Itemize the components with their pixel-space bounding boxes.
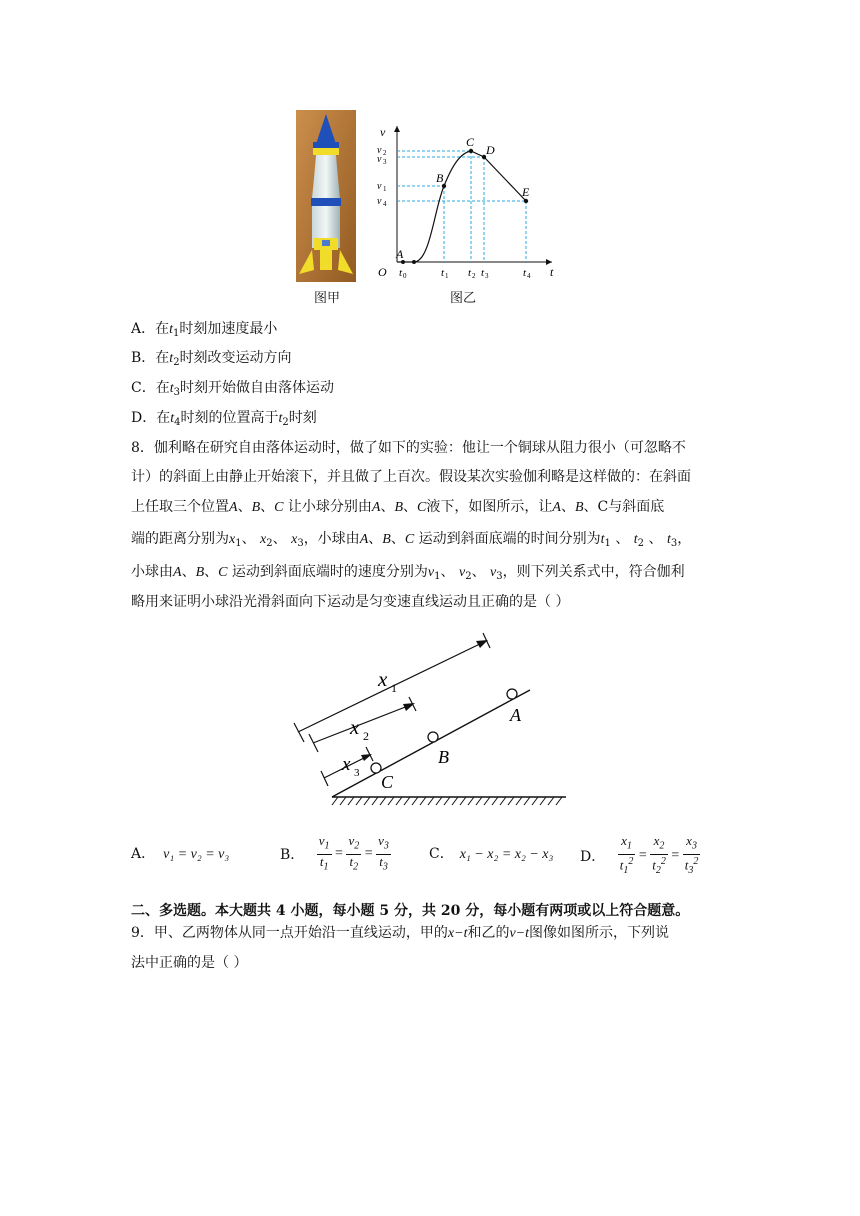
q8-option-c: C． x₁ − x₂ = x₂ − x₃ [429,846,554,862]
t3-sub: 3 [485,272,489,280]
v2-label: v [377,145,382,156]
t4-sub: 4 [527,272,531,280]
q8-option-b: B． $\frac{v_1}{t_1}$ = $\frac{v_2}{t_2}$ = $\frac{v_3}{t_3}$ [280,833,389,873]
point-b-label: B [436,171,444,185]
t2-sub: 2 [472,272,476,280]
x2-label: x [350,715,360,739]
rocket-photo [296,110,356,282]
x1-sub: 1 [391,681,397,695]
t4-label: t [523,267,527,279]
v4-sub: 4 [383,200,387,208]
q8-line-6: 略用来证明小球沿光滑斜面向下运动是匀变速直线运动且正确的是（ ） [131,594,570,610]
section-2-heading: 二、多选题。本大题共 4 小题，每小题 5 分，共 20 分，每小题有两项或以上符合题意。 [131,903,690,919]
q9-line-1: 9．甲、乙两物体从同一点开始沿一直线运动，甲的x−t和乙的v−t图像如图所示，下列说 [131,925,670,941]
x3-sub: 3 [354,767,360,779]
incline-diagram [280,630,580,810]
v-axis-label: v [380,125,386,139]
vt-graph [370,120,560,280]
q9-line-2: 法中正确的是（ ） [131,955,248,971]
ball-c-label: C [381,772,394,792]
q8-line-1: 8．伽利略在研究自由落体运动时，做了如下的实验：他让一个铜球从阻力很小（可忽略不 [131,440,686,456]
ball-a-label: A [510,705,521,725]
q8-line-3: 上任取三个位置A、B、C 让小球分别由A、B、C液下，如图所示，让A、B、C与斜面底 [131,499,665,515]
figure-caption-a: 图甲 [314,291,341,306]
v2-sub: 2 [383,149,387,157]
q8-option-d: D． $\frac{x_1}{t_1^2}$ = $\frac{x_2}{t_2^2}$ = $\frac{x_3}{t_3^2}$ [580,833,699,876]
q7-option-d: D．在$t_4$时刻的位置高于$t_2$时刻 [131,410,317,428]
point-c-label: C [466,135,475,149]
t0-sub: 0 [403,272,407,280]
t1-sub: 1 [445,272,449,280]
q8-option-a-formula: v₁ = v₂ = v₃ [163,847,230,862]
t0-label: t [399,267,403,279]
v1-sub: 1 [383,185,387,193]
figure-caption-b: 图乙 [450,291,477,306]
x1-label: x [378,667,388,691]
t-axis-label: t [550,265,554,279]
x3-label: x [342,754,351,775]
point-e-label: E [522,185,530,199]
t2-label: t [468,267,472,279]
t3-label: t [481,267,485,279]
x2-sub: 2 [363,729,369,743]
v3-label: v [377,154,382,165]
ball-b-label: B [438,747,449,767]
v4-label: v [377,196,382,207]
q7-option-c: C．在$t_3$时刻开始做自由落体运动 [131,380,334,398]
point-a-label: A [396,247,404,261]
q8-option-a: A． v₁ = v₂ = v₃ [131,846,230,862]
v3-sub: 3 [383,158,387,166]
v1-label: v [377,181,382,192]
t1-label: t [441,267,445,279]
point-d-label: D [486,143,495,157]
q7-option-a: A．在$t_1$时刻加速度最小 [131,321,278,339]
origin-label: O [378,265,387,279]
q8-line-2: 计）的斜面上由静止开始滚下，并且做了上百次。假设某次实验伽利略是这样做的：在斜面 [131,469,691,485]
q8-line-5: 小球由A、B、C 运动到斜面底端时的速度分别为$v_1$、 $v_2$、 $v_3$，则下列关系式中，符合伽利 [131,564,685,582]
q7-option-b: B．在$t_2$时刻改变运动方向 [131,350,292,368]
q8-line-4: 端的距离分别为$x_1$、 $x_2$、 $x_3$，小球由A、B、C 运动到斜面底端的时间分别为$t_1$ 、 $t_2$ 、 $t_3$， [131,531,692,549]
q8-option-c-formula: x₁ − x₂ = x₂ − x₃ [459,847,554,862]
